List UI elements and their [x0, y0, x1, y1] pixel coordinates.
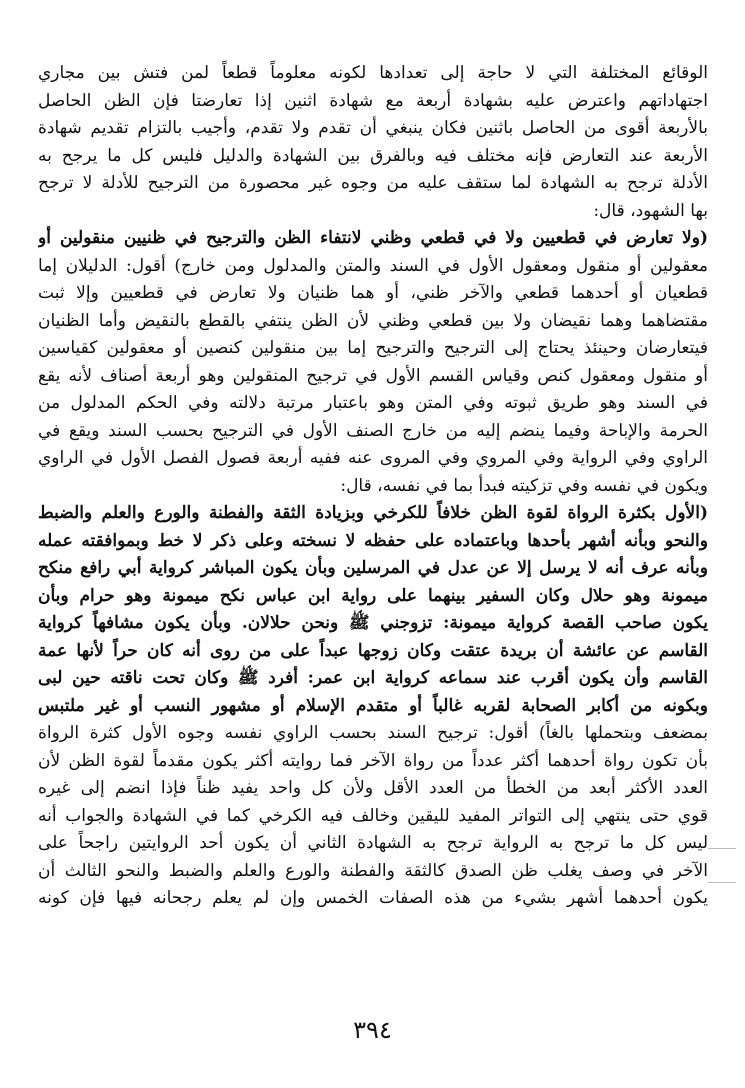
body-text	[38, 60, 708, 913]
paragraph	[38, 225, 708, 500]
text-line: بالأربعة أقوى من الحاصل باثنين فكان ينبغي أن تقدم ولا تقدم، وأجيب بالتزام تقديم شهادة	[38, 118, 708, 138]
margin-mark	[708, 848, 736, 849]
text-line: فيتعارضان وحينئذ يحتاج إلى الترجيح والترجيح إما بين منقولين كنصين أو معقولين كقياسين	[38, 338, 708, 358]
text-line: اجتهاداتهم واعترض عليه بشهادة أربعة مع شهادة اثنين إذا تعارضتا فإن الظن الحاصل	[38, 90, 708, 111]
text-line: ليس كل ما ترجح به الرواية ترجح به الشهادة الثاني أن يكون أحد الروايتين راجحاً على	[38, 833, 708, 853]
text-line: القاسم وأن يكون أقرب عند سماعه كرواية ابن عمر: أفرد ﷺ وكان تحت ناقته حين لبى	[38, 668, 708, 688]
text-line: الحرمة والإباحة وفيما ينضم إليه من خارج الصنف الأول في الترجيح بحسب السند ويقع في	[38, 420, 708, 441]
text-line: (الأول بكثرة الرواة لقوة الظن خلافاً للكرخي وبزيادة الثقة والفطنة والورع والعلم والضبط	[38, 503, 708, 523]
text-line: بمضعف وبتحملها بالغاً) أقول: ترجيح السند بحسب الراوي نفسه وجوه الأول كثرة الرواة	[38, 723, 708, 743]
text-line: يكون صاحب القصة كرواية ميمونة: تزوجني ﷺ ونحن حلالان. وبأن يكون مشافهاً كرواية	[38, 613, 708, 633]
text-line: يكون أحدهما أشهر بشيء من هذه الصفات الخمس وإن لم يعلم رجحانه فيها فإن كونه	[38, 888, 708, 908]
page-number: ٣٩٤	[353, 1016, 392, 1044]
text-line: قطعيان أو أحدهما قطعي والآخر ظني، أو هما ظنيان ولا تعارض في قطعيين وإلا ثبت	[38, 283, 708, 303]
text-line: العدد الأكثر أبعد من الخطأ من العدد الأقل ولأن كل واحد يفيد ظناً فإذا انضم إلى غيره	[38, 778, 708, 798]
text-line: ويكون في نفسه وفي تزكيته فبدأ بما في نفسه، قال:	[340, 475, 708, 496]
text-line: والنحو وبأنه أشهر بأحدها وباعتماده على حفظه لا نسخته وعلى ذكر لا خط وبموافقته عمله	[38, 530, 708, 551]
text-line: الأربعة عند التعارض فإنه مختلف فيه وبالفرق بين الشهادة والدليل فليس كل ما يرجح به	[38, 145, 708, 166]
text-line: بها الشهود، قال:	[593, 200, 708, 221]
text-line: وبكونه من أكابر الصحابة لقربه غالباً أو متقدم الإسلام أو مشهور النسب أو غير ملتبس	[38, 695, 708, 716]
margin-mark	[708, 882, 736, 883]
text-line: (ولا تعارض في قطعيين ولا في قطعي وظني لانتفاء الظن والترجيح في ظنيين منقولين أو	[38, 228, 708, 248]
text-line: قوي حتى ينتهي إلى التواتر المفيد لليقين وخالف فيه الكرخي كما في الشهادة والجواب أنه	[38, 805, 708, 826]
text-line: في السند وهو طريق ثبوته وفي المتن وهو باعتبار مرتبة دلالته وفي الحكم المدلول من	[38, 393, 708, 413]
paragraph	[38, 500, 708, 913]
text-line: أو منقول ومعقول كنص وقياس القسم الأول في ترجيح المنقولين وهو أربعة أصناف لأنه يقع	[38, 365, 708, 386]
text-line: بأن تكون رواة أحدهما أكثر عدداً من رواة الآخر فما روايته أكثر يكون مقدماً لقوة الظن لأن	[38, 750, 708, 771]
text-line: ميمونة وهو حلال وكان السفير بينهما على رواية ابن عباس نكح ميمونة وهو حرام وبأن	[38, 585, 708, 606]
text-line: مقتضاهما وهما نقيضان ولا بين قطعي وظني لأن الظن ينتفي بالقطع بالنقيض وأما الظنيان	[38, 310, 708, 331]
text-line: الأدلة ترجح به الشهادة لما ستقف عليه من وجوه غير محصورة من الترجيح للأدلة لا ترجح	[38, 173, 708, 193]
text-line: الآخر في وصف يغلب ظن الصدق كالثقة والفطنة والورع والعلم والضبط والنحو الثالث أن	[38, 860, 708, 881]
text-line: معقولين أو منقول ومعقول الأول في السند والمتن والمدلول ومن خارج) أقول: الدليلان إما	[38, 255, 708, 276]
text-line: الوقائع المختلفة التي لا حاجة إلى تعدادها لكونه معلوماً قطعاً لمن فتش بين مجاري	[38, 63, 708, 83]
text-line: وبأنه عرف أنه لا يرسل إلا عن عدل في المرسلين وبأن يكون المباشر كرواية أبي رافع منكح	[38, 558, 708, 578]
text-line: الراوي وفي الرواية وفي المروي وفي المروى عنه ففيه أربعة فصول الفصل الأول في الراوي	[38, 448, 708, 468]
paragraph	[38, 60, 708, 225]
text-line: القاسم عن عائشة أن بريدة عتقت وكان زوجها عبداً على من روى أنه كان حراً لأنها عمة	[38, 640, 708, 661]
